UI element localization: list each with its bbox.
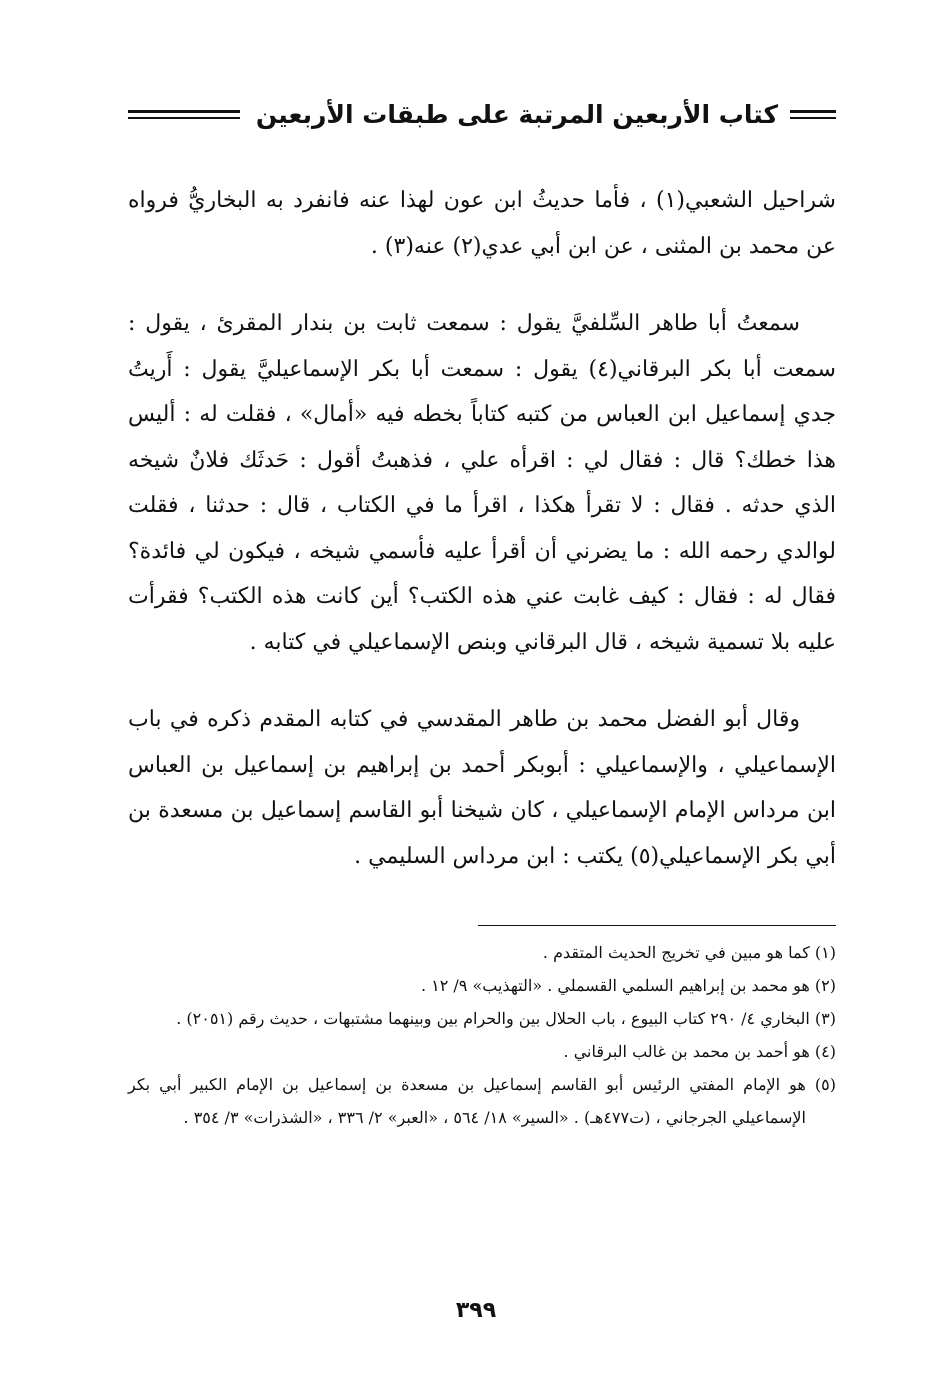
footnote-3: (٣) البخاري ٤/ ٢٩٠ كتاب البيوع ، باب الحلال بين والحرام بين وبينهما مشتبهات ، حديث رقم (٢٠٥١) . [176,1009,836,1028]
footnote-separator [478,925,836,926]
paragraph-3: وقال أبو الفضل محمد بن طاهر المقدسي في كتابه المقدم ذكره في باب الإسماعيلي ، والإسماعيلي : أبوبكر أحمد بن إبراهيم بن إسماعيل بن العباس ابن مرداس الإمام الإسماعيلي ، كان شيخنا أبو القاسم إسماعيل بن مسعدة بن أبي بكر الإسماعيلي(٥) يكتب : ابن مرداس السليمي . [128,707,836,869]
footnote-4: (٤) هو أحمد بن محمد بن غالب البرقاني . [563,1042,836,1061]
paragraph-1: شراحيل الشعبي(١) ، فأما حديثُ ابن عون لهذا عنه فانفرد به البخاريُّ فرواه عن محمد بن المثنى ، عن ابن أبي عدي(٢) عنه(٣) . [128,188,836,259]
running-header [128,92,836,136]
footnote-5: (٥) هو الإمام المفتي الرئيس أبو القاسم إسماعيل بن مسعدة بن إسماعيل بن الإمام الكبير أبي بكر الإسماعيلي الجرجاني ، (ت٤٧٧هـ) . «السير» ١٨/ ٥٦٤ ، «العبر» ٢/ ٣٣٦ ، «الشذرات» ٣/ ٣٥٤ . [128,1075,836,1127]
header-rule-right [790,110,836,119]
footnotes [128,936,836,1134]
footnote-2: (٢) هو محمد بن إبراهيم السلمي القسملي . «التهذيب» ٩/ ١٢ . [420,976,836,995]
paragraph-2: سمعتُ أبا طاهر السِّلفيَّ يقول : سمعت ثابت بن بندار المقرئ ، يقول : سمعت أبا بكر البرقاني(٤) يقول : سمعت أبا بكر الإسماعيليَّ يقول : أَريتُ جدي إسماعيل ابن العباس من كتبه كتاباً بخطه فيه «أمال» ، فقلت له : أليس هذا خطك؟ قال : فقال لي : اقرأه علي ، فذهبتُ أقول : حَدثَك فلانٌ شيخه الذي حدثه . فقال : لا تقرأ هكذا ، اقرأ ما في الكتاب ، قال : حدثنا ، فقلت لوالدي رحمه الله : ما يضرني أن أقرأ عليه فأسمي شيخه ، فيكون لي فائدة؟ فقال له : فقال : كيف غابت عني هذه الكتب؟ أين كانت هذه الكتب؟ فقرأت عليه بلا تسمية شيخه ، قال البرقاني وبنص الإسماعيلي في كتابه . [128,311,836,655]
header-rule-left [128,110,240,119]
running-title: كتاب الأربعين المرتبة على طبقات الأربعين [255,99,778,129]
main-text [128,178,836,879]
page-number: ٣٩٩ [455,1298,497,1323]
footnote-1: (١) كما هو مبين في تخريج الحديث المتقدم . [542,943,836,962]
